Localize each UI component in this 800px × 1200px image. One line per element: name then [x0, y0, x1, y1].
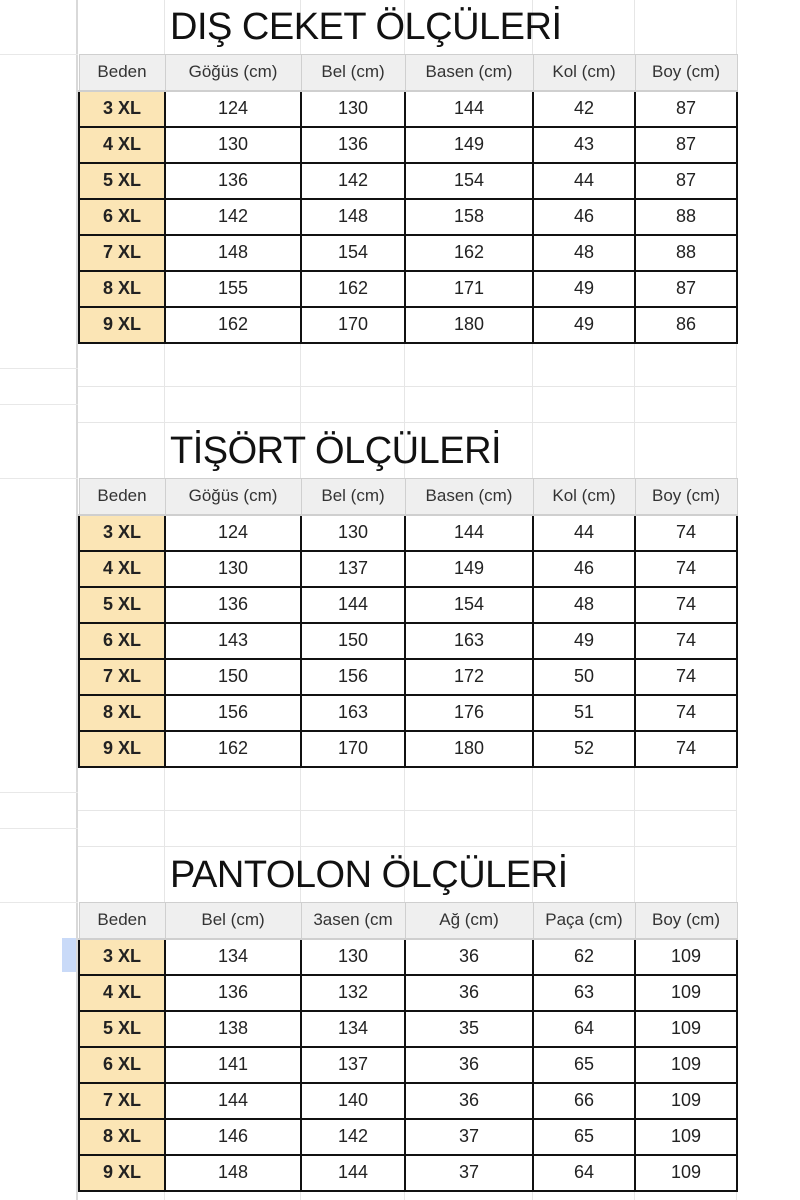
- table-row: [79, 1083, 737, 1119]
- table-row: [79, 271, 737, 307]
- size-label-cell[interactable]: 8 XL: [79, 695, 165, 731]
- measurement-cell[interactable]: 138: [165, 1011, 301, 1047]
- column-header[interactable]: Boy (cm): [635, 479, 737, 515]
- measurement-cell[interactable]: 154: [405, 587, 533, 623]
- table-row: [79, 1119, 737, 1155]
- measurement-cell[interactable]: 134: [301, 1011, 405, 1047]
- size-label-cell[interactable]: 4 XL: [79, 551, 165, 587]
- measurement-cell[interactable]: 65: [533, 1119, 635, 1155]
- measurement-cell[interactable]: 132: [301, 975, 405, 1011]
- column-header[interactable]: Bel (cm): [301, 479, 405, 515]
- measurement-cell[interactable]: 149: [405, 551, 533, 587]
- measurement-cell[interactable]: 141: [165, 1047, 301, 1083]
- measurement-cell[interactable]: 88: [635, 199, 737, 235]
- measurement-cell[interactable]: 142: [301, 1119, 405, 1155]
- empty-row-line: [78, 422, 736, 423]
- measurement-cell[interactable]: 36: [405, 1047, 533, 1083]
- row-header-line: [0, 404, 78, 405]
- measurement-cell[interactable]: 66: [533, 1083, 635, 1119]
- table-row: [79, 1047, 737, 1083]
- size-label-cell[interactable]: 9 XL: [79, 731, 165, 767]
- table-row: [79, 91, 737, 127]
- table-row: [79, 515, 737, 551]
- measurement-cell[interactable]: 74: [635, 695, 737, 731]
- column-header[interactable]: Paça (cm): [533, 903, 635, 939]
- measurement-cell[interactable]: 48: [533, 587, 635, 623]
- measurement-cell[interactable]: 109: [635, 1155, 737, 1191]
- size-label-cell[interactable]: 8 XL: [79, 271, 165, 307]
- measurement-cell[interactable]: 86: [635, 307, 737, 343]
- column-header[interactable]: Beden: [79, 479, 165, 515]
- measurement-cell[interactable]: 137: [301, 551, 405, 587]
- tshirt-size-table: [78, 478, 738, 768]
- table-row: [79, 695, 737, 731]
- size-label-cell[interactable]: 3 XL: [79, 515, 165, 551]
- section-title: DIŞ CEKET ÖLÇÜLERİ: [170, 6, 562, 48]
- measurement-cell[interactable]: 172: [405, 659, 533, 695]
- measurement-cell[interactable]: 74: [635, 731, 737, 767]
- measurement-cell[interactable]: 148: [165, 1155, 301, 1191]
- column-header[interactable]: 3asen (cm: [301, 903, 405, 939]
- row-header-line: [0, 54, 78, 55]
- table-row: [79, 659, 737, 695]
- measurement-cell[interactable]: 109: [635, 1047, 737, 1083]
- size-label-cell[interactable]: 4 XL: [79, 127, 165, 163]
- measurement-cell[interactable]: 87: [635, 91, 737, 127]
- row-header-line: [0, 368, 78, 369]
- measurement-cell[interactable]: 144: [405, 91, 533, 127]
- measurement-cell[interactable]: 134: [165, 939, 301, 975]
- measurement-cell[interactable]: 140: [301, 1083, 405, 1119]
- table-row: [79, 939, 737, 975]
- measurement-cell[interactable]: 74: [635, 587, 737, 623]
- measurement-cell[interactable]: 64: [533, 1155, 635, 1191]
- measurement-cell[interactable]: 176: [405, 695, 533, 731]
- measurement-cell[interactable]: 88: [635, 235, 737, 271]
- measurement-cell[interactable]: 130: [165, 127, 301, 163]
- measurement-cell[interactable]: 51: [533, 695, 635, 731]
- table-row: [79, 975, 737, 1011]
- trousers-size-table: [78, 902, 738, 1192]
- measurement-cell[interactable]: 65: [533, 1047, 635, 1083]
- measurement-cell[interactable]: 124: [165, 515, 301, 551]
- measurement-cell[interactable]: 146: [165, 1119, 301, 1155]
- selected-row-indicator: [62, 938, 76, 972]
- measurement-cell[interactable]: 144: [301, 1155, 405, 1191]
- empty-row-line: [78, 846, 736, 847]
- measurement-cell[interactable]: 37: [405, 1119, 533, 1155]
- row-header-line: [0, 478, 78, 479]
- measurement-cell[interactable]: 150: [301, 623, 405, 659]
- measurement-cell[interactable]: 162: [301, 271, 405, 307]
- measurement-cell[interactable]: 87: [635, 271, 737, 307]
- measurement-cell[interactable]: 109: [635, 1119, 737, 1155]
- column-header[interactable]: Ağ (cm): [405, 903, 533, 939]
- size-label-cell[interactable]: 7 XL: [79, 235, 165, 271]
- measurement-cell[interactable]: 109: [635, 1011, 737, 1047]
- measurement-cell[interactable]: 130: [165, 551, 301, 587]
- size-label-cell[interactable]: 6 XL: [79, 199, 165, 235]
- table-row: [79, 587, 737, 623]
- column-header[interactable]: Göğüs (cm): [165, 479, 301, 515]
- table-row: [79, 235, 737, 271]
- measurement-cell[interactable]: 171: [405, 271, 533, 307]
- measurement-cell[interactable]: 74: [635, 551, 737, 587]
- measurement-cell[interactable]: 109: [635, 939, 737, 975]
- row-header-line: [0, 902, 78, 903]
- measurement-cell[interactable]: 44: [533, 163, 635, 199]
- table-row: [79, 1011, 737, 1047]
- measurement-cell[interactable]: 43: [533, 127, 635, 163]
- measurement-cell[interactable]: 136: [165, 587, 301, 623]
- measurement-cell[interactable]: 42: [533, 91, 635, 127]
- measurement-cell[interactable]: 142: [165, 199, 301, 235]
- measurement-cell[interactable]: 50: [533, 659, 635, 695]
- measurement-cell[interactable]: 35: [405, 1011, 533, 1047]
- measurement-cell[interactable]: 124: [165, 91, 301, 127]
- measurement-cell[interactable]: 48: [533, 235, 635, 271]
- table-row: [79, 731, 737, 767]
- size-label-cell[interactable]: 3 XL: [79, 91, 165, 127]
- measurement-cell[interactable]: 74: [635, 659, 737, 695]
- measurement-cell[interactable]: 170: [301, 307, 405, 343]
- jacket-size-table: [78, 54, 738, 344]
- column-header[interactable]: Kol (cm): [533, 55, 635, 91]
- measurement-cell[interactable]: 170: [301, 731, 405, 767]
- empty-row-line: [78, 386, 736, 387]
- row-header-line: [0, 828, 78, 829]
- measurement-cell[interactable]: 162: [165, 307, 301, 343]
- table-body: [79, 91, 737, 343]
- measurement-cell[interactable]: 49: [533, 271, 635, 307]
- measurement-cell[interactable]: 63: [533, 975, 635, 1011]
- size-label-cell[interactable]: 9 XL: [79, 1155, 165, 1191]
- measurement-cell[interactable]: 163: [405, 623, 533, 659]
- table-header-row: [79, 55, 737, 91]
- column-header[interactable]: Beden: [79, 903, 165, 939]
- size-label-cell[interactable]: 6 XL: [79, 1047, 165, 1083]
- measurement-cell[interactable]: 46: [533, 199, 635, 235]
- column-header[interactable]: Bel (cm): [165, 903, 301, 939]
- measurement-cell[interactable]: 46: [533, 551, 635, 587]
- size-label-cell[interactable]: 7 XL: [79, 1083, 165, 1119]
- measurement-cell[interactable]: 36: [405, 975, 533, 1011]
- table-row: [79, 551, 737, 587]
- measurement-cell[interactable]: 162: [165, 731, 301, 767]
- measurement-cell[interactable]: 156: [165, 695, 301, 731]
- column-header[interactable]: Boy (cm): [635, 903, 737, 939]
- size-label-cell[interactable]: 9 XL: [79, 307, 165, 343]
- table-body: [79, 515, 737, 767]
- table-row: [79, 307, 737, 343]
- row-header-gutter: [0, 0, 78, 1200]
- column-header[interactable]: Beden: [79, 55, 165, 91]
- measurement-cell[interactable]: 74: [635, 515, 737, 551]
- table-row: [79, 127, 737, 163]
- column-header[interactable]: Basen (cm): [405, 55, 533, 91]
- measurement-cell[interactable]: 144: [301, 587, 405, 623]
- measurement-cell[interactable]: 37: [405, 1155, 533, 1191]
- measurement-cell[interactable]: 74: [635, 623, 737, 659]
- measurement-cell[interactable]: 143: [165, 623, 301, 659]
- measurement-cell[interactable]: 144: [405, 515, 533, 551]
- measurement-cell[interactable]: 137: [301, 1047, 405, 1083]
- size-label-cell[interactable]: 6 XL: [79, 623, 165, 659]
- table-header-row: [79, 479, 737, 515]
- measurement-cell[interactable]: 149: [405, 127, 533, 163]
- measurement-cell[interactable]: 36: [405, 939, 533, 975]
- table-row: [79, 623, 737, 659]
- column-header[interactable]: Göğüs (cm): [165, 55, 301, 91]
- measurement-cell[interactable]: 52: [533, 731, 635, 767]
- size-label-cell[interactable]: 3 XL: [79, 939, 165, 975]
- column-header[interactable]: Basen (cm): [405, 479, 533, 515]
- measurement-cell[interactable]: 136: [165, 975, 301, 1011]
- column-header[interactable]: Bel (cm): [301, 55, 405, 91]
- measurement-cell[interactable]: 49: [533, 623, 635, 659]
- table-row: [79, 199, 737, 235]
- measurement-cell[interactable]: 136: [165, 163, 301, 199]
- size-label-cell[interactable]: 5 XL: [79, 163, 165, 199]
- size-label-cell[interactable]: 5 XL: [79, 587, 165, 623]
- column-header[interactable]: Kol (cm): [533, 479, 635, 515]
- measurement-cell[interactable]: 87: [635, 127, 737, 163]
- section-title: PANTOLON ÖLÇÜLERİ: [170, 854, 568, 896]
- measurement-cell[interactable]: 154: [301, 235, 405, 271]
- measurement-cell[interactable]: 144: [165, 1083, 301, 1119]
- measurement-cell[interactable]: 142: [301, 163, 405, 199]
- measurement-cell[interactable]: 148: [165, 235, 301, 271]
- measurement-cell[interactable]: 64: [533, 1011, 635, 1047]
- measurement-cell[interactable]: 180: [405, 307, 533, 343]
- measurement-cell[interactable]: 155: [165, 271, 301, 307]
- measurement-cell[interactable]: 109: [635, 1083, 737, 1119]
- measurement-cell[interactable]: 136: [301, 127, 405, 163]
- measurement-cell[interactable]: 49: [533, 307, 635, 343]
- row-header-line: [0, 792, 78, 793]
- section-title: TİŞÖRT ÖLÇÜLERİ: [170, 430, 502, 472]
- measurement-cell[interactable]: 109: [635, 975, 737, 1011]
- measurement-cell[interactable]: 87: [635, 163, 737, 199]
- size-label-cell[interactable]: 8 XL: [79, 1119, 165, 1155]
- measurement-cell[interactable]: 156: [301, 659, 405, 695]
- size-label-cell[interactable]: 7 XL: [79, 659, 165, 695]
- measurement-cell[interactable]: 150: [165, 659, 301, 695]
- column-header[interactable]: Boy (cm): [635, 55, 737, 91]
- empty-row-line: [78, 810, 736, 811]
- measurement-cell[interactable]: 163: [301, 695, 405, 731]
- size-label-cell[interactable]: 4 XL: [79, 975, 165, 1011]
- measurement-cell[interactable]: 130: [301, 91, 405, 127]
- measurement-cell[interactable]: 130: [301, 939, 405, 975]
- measurement-cell[interactable]: 154: [405, 163, 533, 199]
- measurement-cell[interactable]: 36: [405, 1083, 533, 1119]
- table-header-row: [79, 903, 737, 939]
- table-row: [79, 1155, 737, 1191]
- size-label-cell[interactable]: 5 XL: [79, 1011, 165, 1047]
- measurement-cell[interactable]: 162: [405, 235, 533, 271]
- table-body: [79, 939, 737, 1191]
- measurement-cell[interactable]: 158: [405, 199, 533, 235]
- measurement-cell[interactable]: 62: [533, 939, 635, 975]
- measurement-cell[interactable]: 148: [301, 199, 405, 235]
- table-row: [79, 163, 737, 199]
- measurement-cell[interactable]: 130: [301, 515, 405, 551]
- measurement-cell[interactable]: 44: [533, 515, 635, 551]
- measurement-cell[interactable]: 180: [405, 731, 533, 767]
